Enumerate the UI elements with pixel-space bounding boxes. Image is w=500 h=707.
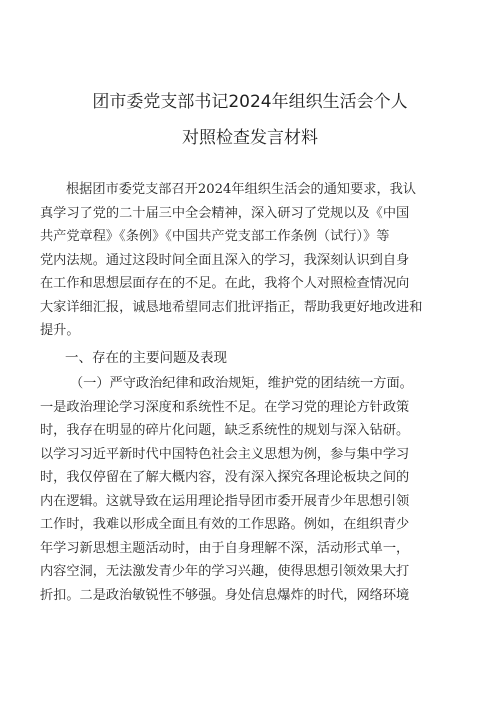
paragraph-line: 根据团市委党支部召开2024年组织生活会的通知要求，我认 — [66, 182, 417, 197]
paragraph-line: 共产党章程》《条例》《中国共产党支部工作条例（试行）》等 — [40, 229, 390, 244]
paragraph-line: 党内法规。通过这段时间全面且深入的学习，我深刻认识到自身 — [40, 252, 410, 268]
section-heading: 一、存在的主要问题及表现 — [65, 350, 227, 366]
paragraph-line: 时，我存在明显的碎片化问题，缺乏系统性的规划与深入钻研。 — [40, 423, 410, 438]
paragraph-line: 在工作和思想层面存在的不足。在此，我将个人对照检查情况向 — [40, 276, 410, 291]
paragraph-line: 折扣。二是政治敏锐性不够强。身处信息爆炸的时代，网络环境 — [40, 587, 410, 603]
paragraph-line: 一是政治理论学习深度和系统性不足。在学习党的理论方针政策 — [40, 399, 410, 415]
document-title-line-2: 对照检查发言材料 — [182, 128, 318, 148]
document-title-line-1: 团市委党支部书记2024年组织生活会个人 — [92, 92, 408, 112]
paragraph-line: 提升。 — [40, 323, 80, 338]
paragraph-line: 内在逻辑。这就导致在运用理论指导团市委开展青少年思想引领 — [40, 493, 410, 509]
paragraph-line: 以学习习近平新时代中国特色社会主义思想为例，参与集中学习 — [40, 446, 410, 462]
paragraph-line: 时，我仅停留在了解大概内容，没有深入探究各理论板块之间的 — [40, 470, 410, 485]
body-paragraph — [40, 372, 460, 607]
paragraph-line: 工作时，我难以形成全面且有效的工作思路。例如，在组织青少 — [40, 517, 410, 532]
paragraph-line: 内容空洞，无法激发青少年的学习兴趣，使得思想引领效果大打 — [40, 564, 410, 579]
paragraph-line: 真学习了党的二十届三中全会精神，深入研习了党规以及《中国 — [40, 205, 410, 221]
intro-paragraph — [40, 178, 460, 343]
paragraph-line: 大家详细汇报，诚恳地希望同志们批评指正，帮助我更好地改进和 — [40, 299, 423, 315]
paragraph-line: （一）严守政治纪律和政治规矩，维护党的团结统一方面。 — [70, 376, 413, 391]
paragraph-line: 年学习新思想主题活动时，由于自身理解不深，活动形式单一， — [40, 540, 410, 556]
